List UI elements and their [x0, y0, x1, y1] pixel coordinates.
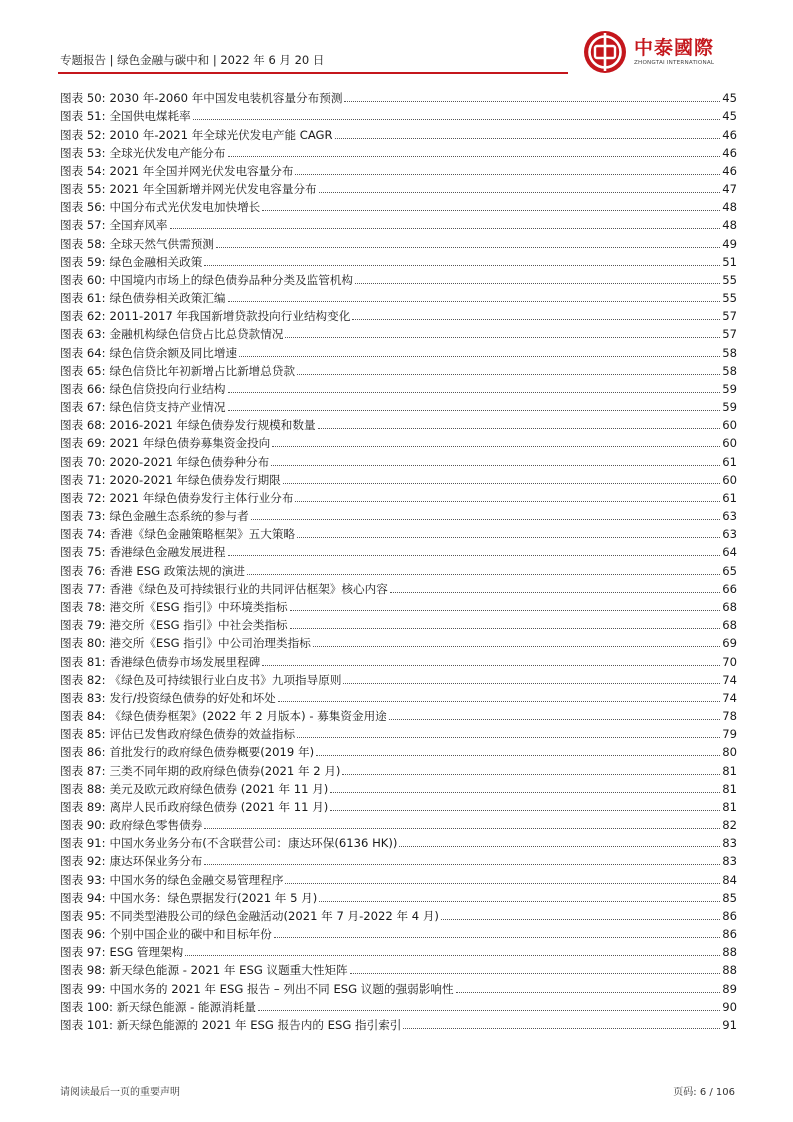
toc-page-number: 63	[722, 527, 737, 542]
toc-figure-label: 图表 94:	[60, 890, 106, 905]
toc-entry[interactable]	[60, 105, 737, 123]
toc-entry[interactable]	[60, 232, 737, 250]
toc-figure-title: 香港《绿色及可持续银行业的共同评估框架》核心内容	[109, 581, 388, 596]
toc-figure-label: 图表 61:	[60, 291, 106, 306]
toc-figure-label: 图表 78:	[60, 599, 106, 614]
toc-page-number: 88	[722, 963, 737, 978]
footer-page-number: 页码: 6 / 106	[673, 1087, 735, 1098]
toc-dot-leader	[228, 156, 721, 157]
toc-figure-label: 图表 64:	[60, 345, 106, 360]
toc-figure-label: 图表 71:	[60, 472, 106, 487]
toc-entry[interactable]	[60, 196, 737, 214]
toc-dot-leader	[344, 101, 720, 102]
toc-figure-title: 中国水务的 2021 年 ESG 报告 – 列出不同 ESG 议题的强弱影响性	[109, 981, 454, 996]
toc-dot-leader	[316, 755, 720, 756]
toc-figure-title: 2021 年绿色债券募集资金投向	[109, 436, 271, 451]
toc-page-number: 69	[722, 636, 737, 651]
toc-figure-title: 新天绿色能源 - 能源消耗量	[116, 999, 257, 1014]
toc-dot-leader	[278, 701, 720, 702]
toc-figure-title: 三类不同年期的政府绿色债券(2021 年 2 月)	[109, 763, 341, 778]
toc-entry[interactable]	[60, 632, 737, 650]
toc-figure-title: 港交所《ESG 指引》中环境类指标	[109, 599, 288, 614]
toc-entry[interactable]	[60, 650, 737, 668]
toc-entry[interactable]	[60, 1014, 737, 1032]
toc-page-number: 90	[722, 999, 737, 1014]
header-divider	[58, 72, 568, 74]
logo-english-name: ZHONGTAI INTERNATIONAL	[634, 60, 715, 66]
toc-figure-title: 《绿色及可持续银行业白皮书》九项指导原则	[109, 672, 342, 687]
footer-disclaimer: 请阅读最后一页的重要声明	[60, 1087, 180, 1098]
toc-entry[interactable]	[60, 160, 737, 178]
toc-figure-title: 2021 年全国并网光伏发电容量分布	[109, 163, 294, 178]
toc-dot-leader	[290, 628, 721, 629]
toc-figure-label: 图表 63:	[60, 327, 106, 342]
toc-entry[interactable]	[60, 905, 737, 923]
toc-dot-leader	[193, 119, 721, 120]
toc-page-number: 86	[722, 908, 737, 923]
toc-figure-label: 图表 83:	[60, 690, 106, 705]
toc-page-number: 57	[722, 309, 737, 324]
toc-dot-leader	[285, 883, 720, 884]
toc-page-number: 82	[722, 818, 737, 833]
toc-entry[interactable]	[60, 959, 737, 977]
toc-entry[interactable]	[60, 850, 737, 868]
toc-entry[interactable]	[60, 669, 737, 687]
toc-dot-leader	[228, 392, 721, 393]
toc-entry[interactable]	[60, 614, 737, 632]
toc-page-number: 91	[722, 1017, 737, 1032]
toc-figure-label: 图表 56:	[60, 200, 106, 215]
toc-dot-leader	[355, 283, 720, 284]
toc-figure-title: 全球天然气供需预测	[109, 236, 214, 251]
logo-wordmark	[634, 37, 714, 67]
toc-figure-title: 首批发行的政府绿色债券概要(2019 年)	[109, 745, 315, 760]
toc-figure-title: 全国供电煤耗率	[109, 109, 191, 124]
toc-entry[interactable]	[60, 887, 737, 905]
toc-figure-label: 图表 59:	[60, 254, 106, 269]
toc-figure-title: 绿色信贷余额及同比增速	[109, 345, 238, 360]
toc-entry[interactable]	[60, 396, 737, 414]
toc-page-number: 61	[722, 454, 737, 469]
toc-figure-title: 绿色金融生态系统的参与者	[109, 509, 249, 524]
toc-figure-title: 美元及欧元政府绿色债券 (2021 年 11 月)	[109, 781, 329, 796]
toc-figure-label: 图表 57:	[60, 218, 106, 233]
toc-figure-title: 2020-2021 年绿色债券发行期限	[109, 472, 281, 487]
toc-figure-label: 图表 65:	[60, 363, 106, 378]
toc-dot-leader	[313, 646, 720, 647]
toc-figure-title: 政府绿色零售债券	[109, 818, 203, 833]
toc-figure-title: 绿色金融相关政策	[109, 254, 203, 269]
toc-figure-title: 康达环保业务分布	[109, 854, 203, 869]
toc-page-number: 68	[722, 618, 737, 633]
toc-figure-title: 中国水务：绿色票据发行(2021 年 5 月)	[109, 890, 318, 905]
toc-dot-leader	[335, 138, 721, 139]
toc-figure-title: 香港 ESG 政策法规的演进	[109, 563, 245, 578]
toc-figure-label: 图表 96:	[60, 927, 106, 942]
toc-figure-title: 2010 年-2021 年全球光伏发电产能 CAGR	[109, 127, 333, 142]
toc-page-number: 65	[722, 563, 737, 578]
toc-figure-label: 图表 97:	[60, 945, 106, 960]
toc-figure-title: 金融机构绿色信贷占比总贷款情况	[109, 327, 284, 342]
logo-chinese-name: 中泰國際	[634, 37, 715, 59]
toc-entry[interactable]	[60, 87, 737, 105]
toc-figure-label: 图表 51:	[60, 109, 106, 124]
toc-dot-leader	[274, 937, 720, 938]
toc-page-number: 46	[722, 145, 737, 160]
toc-figure-label: 图表 86:	[60, 745, 106, 760]
toc-dot-leader	[330, 810, 720, 811]
toc-entry[interactable]	[60, 360, 737, 378]
toc-figure-label: 图表 85:	[60, 727, 106, 742]
toc-page-number: 74	[722, 690, 737, 705]
toc-figure-title: 全球光伏发电产能分布	[109, 145, 226, 160]
toc-entry[interactable]	[60, 305, 737, 323]
toc-figure-title: 2020-2021 年绿色债券种分布	[109, 454, 270, 469]
toc-figure-label: 图表 50:	[60, 91, 106, 106]
toc-page-number: 59	[722, 381, 737, 396]
toc-figure-label: 图表 81:	[60, 654, 106, 669]
toc-figure-label: 图表 73:	[60, 509, 106, 524]
toc-dot-leader	[290, 610, 721, 611]
toc-entry[interactable]	[60, 996, 737, 1014]
toc-page-number: 58	[722, 345, 737, 360]
toc-figure-title: 评估已发售政府绿色债券的效益指标	[109, 727, 296, 742]
toc-dot-leader	[295, 174, 720, 175]
toc-figure-label: 图表 58:	[60, 236, 106, 251]
toc-figure-title: 全国弃风率	[109, 218, 168, 233]
toc-entry[interactable]	[60, 378, 737, 396]
toc-figure-title: 绿色信贷支持产业情况	[109, 400, 226, 415]
toc-dot-leader	[297, 537, 720, 538]
toc-page-number: 45	[722, 91, 737, 106]
toc-page-number: 59	[722, 400, 737, 415]
toc-entry[interactable]	[60, 523, 737, 541]
toc-dot-leader	[295, 501, 720, 502]
toc-figure-title: 香港绿色金融发展进程	[109, 545, 226, 560]
toc-entry[interactable]	[60, 723, 737, 741]
toc-page-number: 63	[722, 509, 737, 524]
toc-page-number: 74	[722, 672, 737, 687]
toc-figure-label: 图表 80:	[60, 636, 106, 651]
toc-dot-leader	[272, 446, 720, 447]
toc-figure-label: 图表 68:	[60, 418, 106, 433]
toc-entry[interactable]	[60, 450, 737, 468]
toc-figure-title: 港交所《ESG 指引》中社会类指标	[109, 618, 288, 633]
toc-page-number: 70	[722, 654, 737, 669]
toc-figure-label: 图表 66:	[60, 381, 106, 396]
toc-entry[interactable]	[60, 469, 737, 487]
toc-dot-leader	[342, 774, 720, 775]
toc-entry[interactable]	[60, 759, 737, 777]
toc-figure-title: 绿色债券相关政策汇编	[109, 291, 226, 306]
toc-figure-title: 中国水务业务分布(不含联营公司：康达环保(6136 HK))	[109, 836, 398, 851]
zhongtai-logo-icon	[583, 30, 627, 74]
toc-figure-label: 图表 75:	[60, 545, 106, 560]
toc-page-number: 45	[722, 109, 737, 124]
toc-figure-label: 图表 93:	[60, 872, 106, 887]
toc-figure-title: 新天绿色能源 - 2021 年 ESG 议题重大性矩阵	[109, 963, 348, 978]
toc-figure-label: 图表 88:	[60, 781, 106, 796]
toc-entry[interactable]	[60, 814, 737, 832]
toc-figure-label: 图表 77:	[60, 581, 106, 596]
toc-page-number: 88	[722, 945, 737, 960]
toc-dot-leader	[251, 519, 721, 520]
toc-dot-leader	[403, 1028, 720, 1029]
toc-figure-title: 2030 年-2060 年中国发电装机容量分布预测	[109, 91, 343, 106]
toc-page-number: 60	[722, 436, 737, 451]
toc-dot-leader	[285, 337, 720, 338]
toc-figure-label: 图表 91:	[60, 836, 106, 851]
toc-entry[interactable]	[60, 977, 737, 995]
toc-page-number: 81	[722, 799, 737, 814]
toc-entry[interactable]	[60, 705, 737, 723]
toc-figure-label: 图表 79:	[60, 618, 106, 633]
toc-entry[interactable]	[60, 178, 737, 196]
toc-figure-title: 绿色信贷比年初新增占比新增总贷款	[109, 363, 296, 378]
toc-dot-leader	[319, 901, 720, 902]
toc-page-number: 78	[722, 709, 737, 724]
toc-figure-title: 2016-2021 年绿色债券发行规模和数量	[109, 418, 316, 433]
toc-page-number: 89	[722, 981, 737, 996]
toc-page-number: 81	[722, 763, 737, 778]
toc-page-number: 60	[722, 418, 737, 433]
toc-dot-leader	[456, 992, 721, 993]
toc-entry[interactable]	[60, 287, 737, 305]
toc-figure-label: 图表 101:	[60, 1017, 113, 1032]
toc-dot-leader	[247, 574, 720, 575]
toc-figure-label: 图表 60:	[60, 272, 106, 287]
toc-dot-leader	[204, 828, 720, 829]
toc-dot-leader	[297, 737, 720, 738]
toc-dot-leader	[297, 374, 720, 375]
toc-page-number: 79	[722, 727, 737, 742]
toc-dot-leader	[204, 265, 720, 266]
toc-page-number: 60	[722, 472, 737, 487]
toc-entry[interactable]	[60, 414, 737, 432]
toc-dot-leader	[350, 973, 721, 974]
toc-entry[interactable]	[60, 596, 737, 614]
toc-dot-leader	[216, 247, 720, 248]
toc-entry[interactable]	[60, 123, 737, 141]
toc-dot-leader	[262, 665, 720, 666]
toc-figure-label: 图表 67:	[60, 400, 106, 415]
toc-dot-leader	[204, 864, 720, 865]
toc-page-number: 47	[722, 182, 737, 197]
toc-dot-leader	[389, 719, 720, 720]
toc-figure-label: 图表 72:	[60, 490, 106, 505]
toc-entry[interactable]	[60, 741, 737, 759]
toc-dot-leader	[228, 301, 721, 302]
toc-figure-title: 2021 年全国新增并网光伏发电容量分布	[109, 182, 317, 197]
toc-entry[interactable]	[60, 487, 737, 505]
toc-figure-title: 2021 年绿色债券发行主体行业分布	[109, 490, 294, 505]
toc-dot-leader	[330, 792, 720, 793]
toc-figure-title: 不同类型港股公司的绿色金融活动(2021 年 7 月-2022 年 4 月)	[109, 908, 439, 923]
toc-dot-leader	[318, 428, 721, 429]
toc-entry[interactable]	[60, 323, 737, 341]
toc-dot-leader	[228, 410, 721, 411]
toc-page-number: 57	[722, 327, 737, 342]
toc-entry[interactable]	[60, 269, 737, 287]
toc-page-number: 49	[722, 236, 737, 251]
toc-entry[interactable]	[60, 541, 737, 559]
toc-dot-leader	[352, 319, 720, 320]
toc-page-number: 66	[722, 581, 737, 596]
toc-dot-leader	[170, 228, 721, 229]
toc-figure-label: 图表 52:	[60, 127, 106, 142]
toc-entry[interactable]	[60, 941, 737, 959]
toc-dot-leader	[390, 592, 720, 593]
toc-figure-title: 绿色信贷投向行业结构	[109, 381, 226, 396]
toc-figure-title: 中国水务的绿色金融交易管理程序	[109, 872, 284, 887]
toc-dot-leader	[258, 1010, 720, 1011]
toc-figure-title: 《绿色债券框架》(2022 年 2 月版本) - 募集资金用途	[109, 709, 387, 724]
toc-entry[interactable]	[60, 432, 737, 450]
toc-dot-leader	[399, 846, 720, 847]
toc-dot-leader	[343, 683, 720, 684]
toc-figure-label: 图表 82:	[60, 672, 106, 687]
toc-figure-title: 离岸人民币政府绿色债券 (2021 年 11 月)	[109, 799, 329, 814]
toc-dot-leader	[319, 192, 721, 193]
toc-page-number: 83	[722, 854, 737, 869]
toc-figure-label: 图表 89:	[60, 799, 106, 814]
toc-dot-leader	[185, 955, 720, 956]
company-logo	[583, 30, 714, 74]
toc-figure-title: 港交所《ESG 指引》中公司治理类指标	[109, 636, 311, 651]
toc-figure-label: 图表 76:	[60, 563, 106, 578]
toc-page-number: 84	[722, 872, 737, 887]
toc-entry[interactable]	[60, 214, 737, 232]
toc-entry[interactable]	[60, 559, 737, 577]
toc-entry[interactable]	[60, 832, 737, 850]
toc-page-number: 55	[722, 291, 737, 306]
toc-page-number: 58	[722, 363, 737, 378]
toc-dot-leader	[262, 210, 720, 211]
toc-entry[interactable]	[60, 341, 737, 359]
toc-figure-label: 图表 55:	[60, 182, 106, 197]
toc-dot-leader	[271, 465, 720, 466]
toc-figure-label: 图表 95:	[60, 908, 106, 923]
toc-page-number: 85	[722, 890, 737, 905]
toc-entry[interactable]	[60, 687, 737, 705]
toc-page-number: 68	[722, 599, 737, 614]
toc-figure-label: 图表 84:	[60, 709, 106, 724]
toc-entry[interactable]	[60, 142, 737, 160]
toc-figure-label: 图表 53:	[60, 145, 106, 160]
figure-table-of-contents	[60, 87, 737, 1032]
toc-entry[interactable]	[60, 796, 737, 814]
toc-page-number: 61	[722, 490, 737, 505]
toc-figure-label: 图表 74:	[60, 527, 106, 542]
toc-figure-label: 图表 69:	[60, 436, 106, 451]
toc-dot-leader	[239, 356, 720, 357]
report-header-title: 专题报告 | 绿色金融与碳中和 | 2022 年 6 月 20 日	[60, 53, 325, 67]
toc-figure-label: 图表 70:	[60, 454, 106, 469]
toc-page-number: 46	[722, 163, 737, 178]
toc-figure-title: 新天绿色能源的 2021 年 ESG 报告内的 ESG 指引索引	[116, 1017, 402, 1032]
toc-page-number: 80	[722, 745, 737, 760]
toc-figure-label: 图表 90:	[60, 818, 106, 833]
toc-page-number: 48	[722, 200, 737, 215]
toc-page-number: 46	[722, 127, 737, 142]
toc-entry[interactable]	[60, 923, 737, 941]
toc-figure-label: 图表 98:	[60, 963, 106, 978]
toc-page-number: 81	[722, 781, 737, 796]
toc-figure-label: 图表 62:	[60, 309, 106, 324]
toc-figure-title: 个别中国企业的碳中和目标年份	[109, 927, 272, 942]
toc-dot-leader	[283, 483, 720, 484]
toc-entry[interactable]	[60, 251, 737, 269]
toc-figure-label: 图表 54:	[60, 163, 106, 178]
toc-figure-label: 图表 99:	[60, 981, 106, 996]
toc-figure-title: 发行/投资绿色债券的好处和坏处	[109, 690, 276, 705]
toc-entry[interactable]	[60, 578, 737, 596]
toc-figure-label: 图表 87:	[60, 763, 106, 778]
toc-dot-leader	[228, 555, 721, 556]
toc-figure-label: 图表 92:	[60, 854, 106, 869]
toc-figure-title: 香港绿色债券市场发展里程碑	[109, 654, 261, 669]
toc-page-number: 48	[722, 218, 737, 233]
toc-figure-title: 中国境内市场上的绿色债券品种分类及监管机构	[109, 272, 354, 287]
toc-figure-title: ESG 管理架构	[109, 945, 184, 960]
toc-page-number: 83	[722, 836, 737, 851]
toc-page-number: 64	[722, 545, 737, 560]
toc-figure-label: 图表 100:	[60, 999, 113, 1014]
toc-dot-leader	[441, 919, 720, 920]
toc-entry[interactable]	[60, 505, 737, 523]
toc-figure-title: 2011-2017 年我国新增贷款投向行业结构变化	[109, 309, 351, 324]
toc-entry[interactable]	[60, 868, 737, 886]
toc-entry[interactable]	[60, 778, 737, 796]
toc-page-number: 51	[722, 254, 737, 269]
toc-page-number: 86	[722, 927, 737, 942]
toc-page-number: 55	[722, 272, 737, 287]
toc-figure-title: 香港《绿色金融策略框架》五大策略	[109, 527, 296, 542]
toc-figure-title: 中国分布式光伏发电加快增长	[109, 200, 261, 215]
